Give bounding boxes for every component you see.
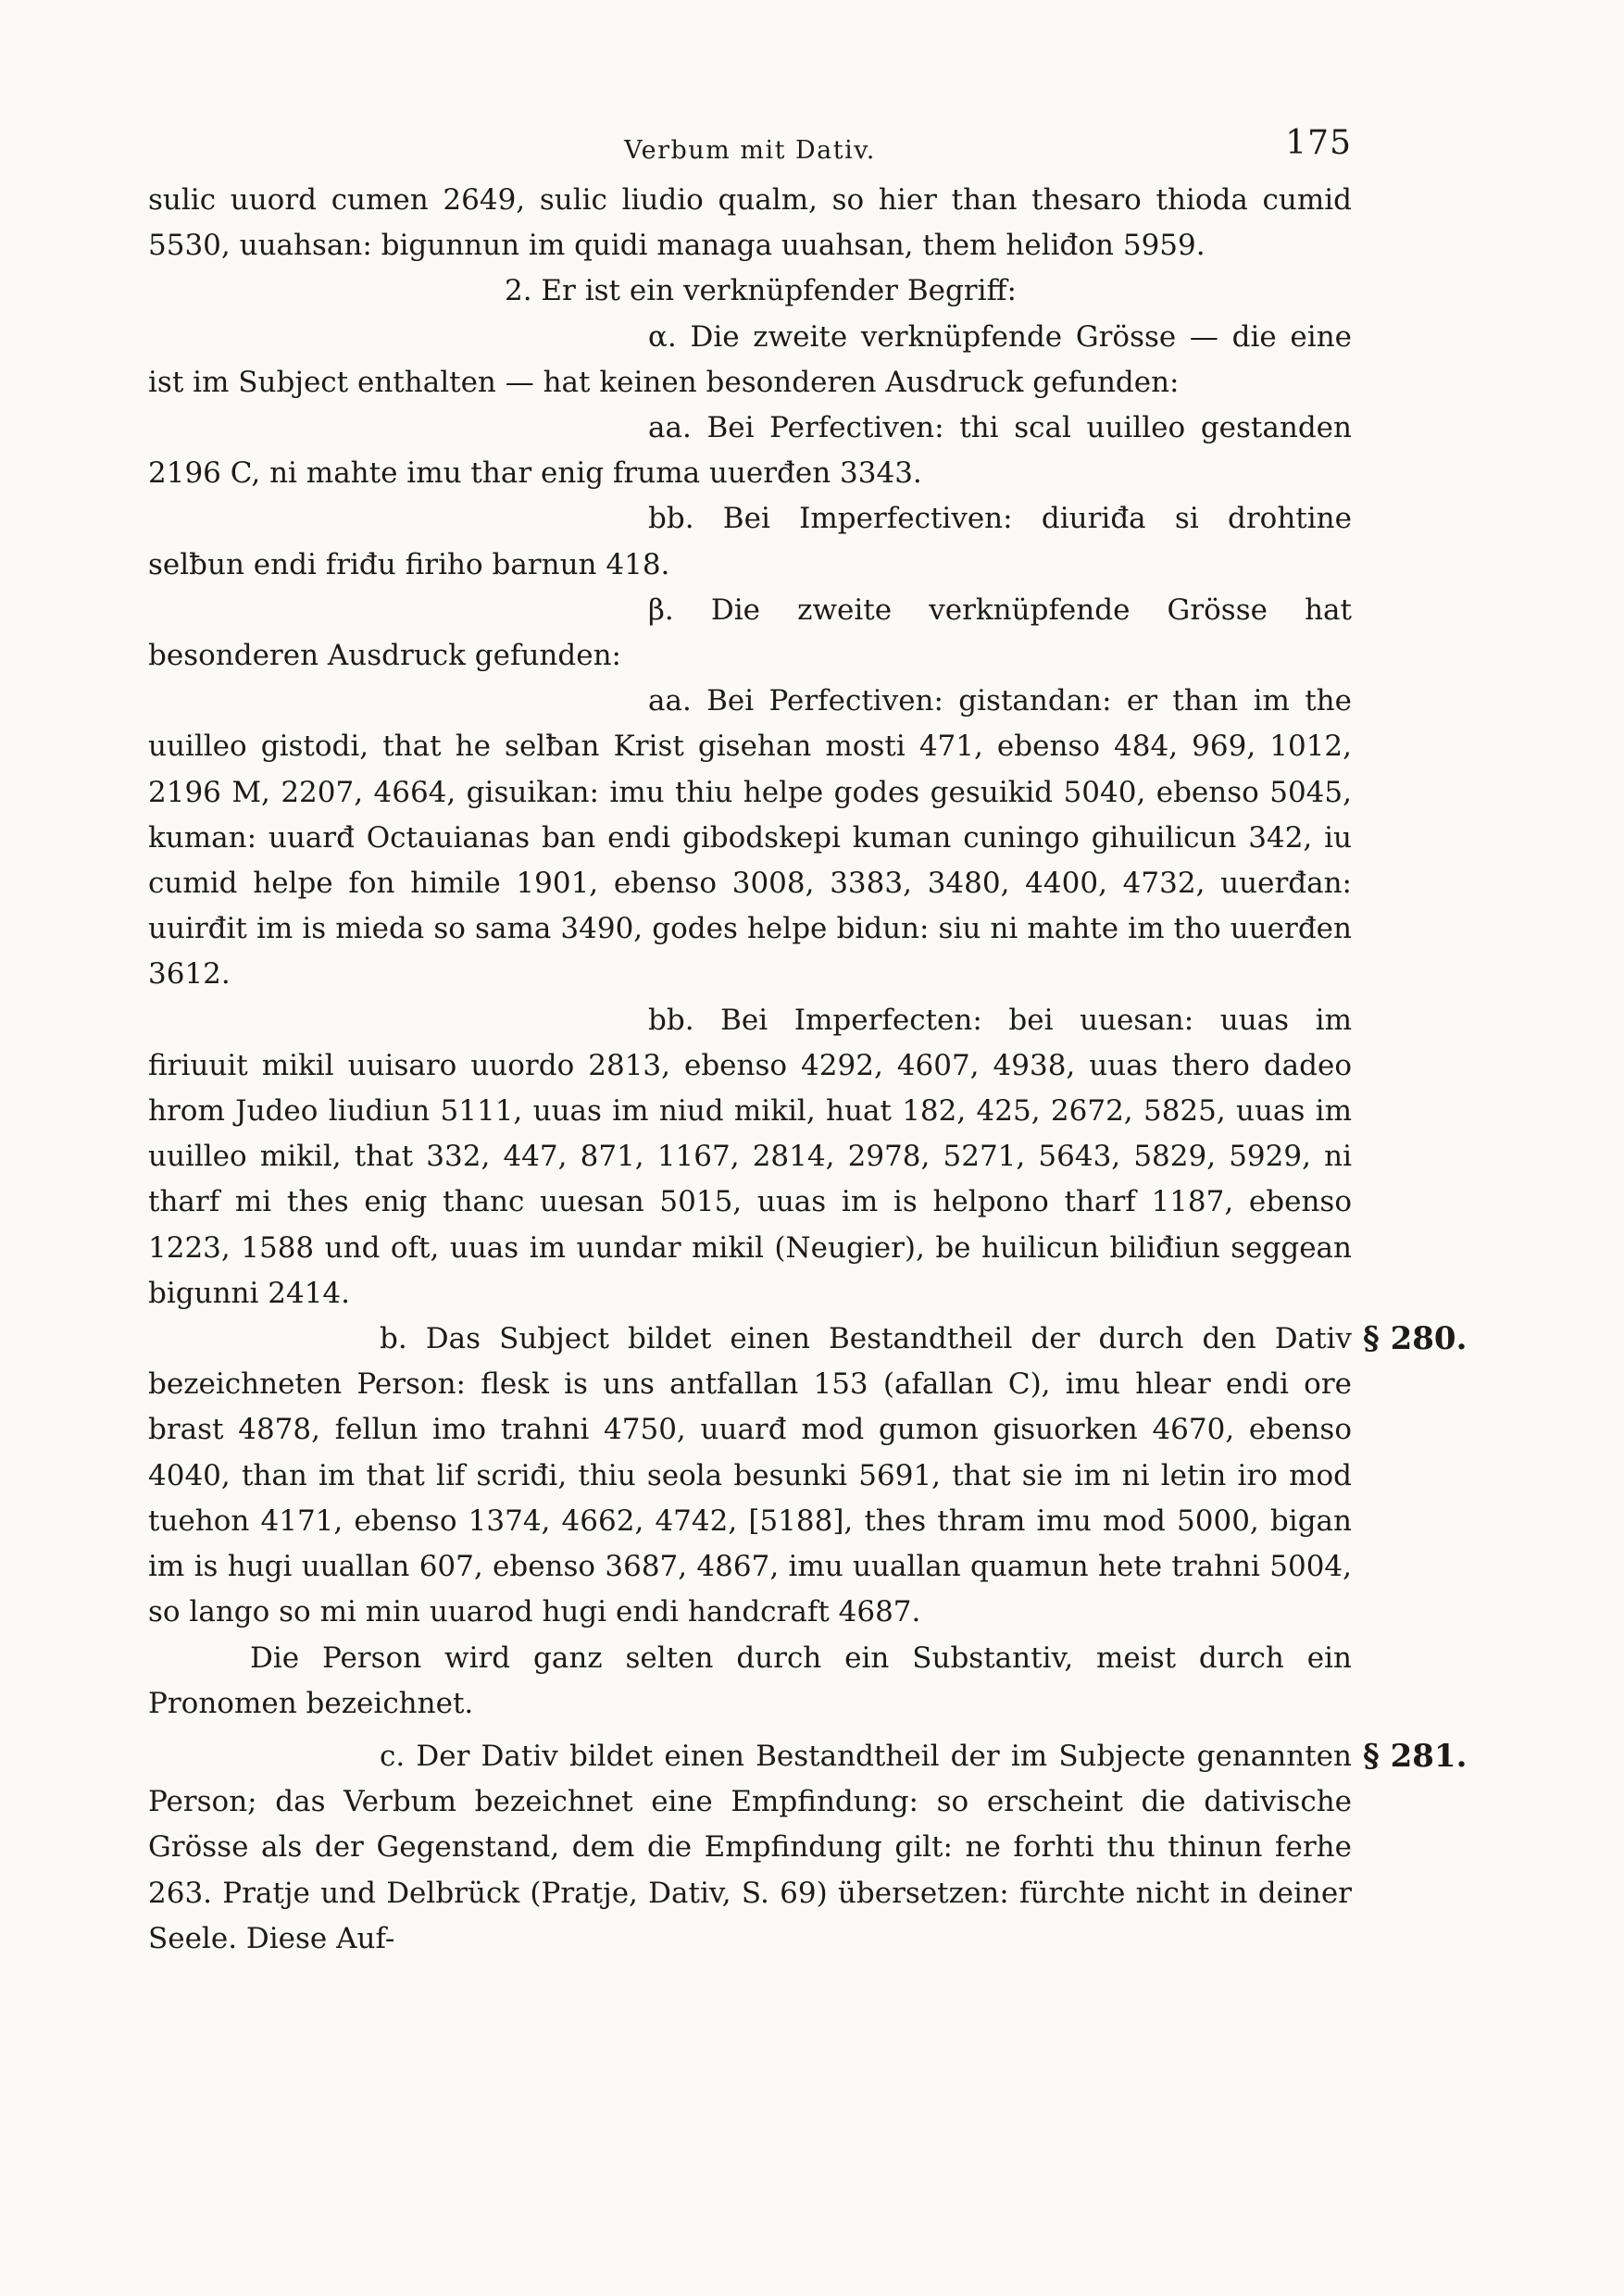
running-header — [148, 120, 1352, 178]
section-heading: 2. Er ist ein verknüpfender Begriff: — [505, 274, 1018, 308]
paragraph: sulic uuord cumen 2649, sulic liudio qualm, so hier than thesaro thioda cumid 5530, uuahsan: bigunnun im quidi managa uuahsan, them heliđon 5959. — [148, 183, 1352, 263]
page — [148, 120, 1468, 1962]
running-title: Verbum mit Dativ. — [624, 136, 876, 165]
paragraph: Die Person wird ganz selten durch ein Substantiv, meist durch ein Pronomen bezeichnet. — [148, 1641, 1352, 1720]
paragraph: b. Das Subject bildet einen Bestandtheil der durch den Dativ bezeichneten Person: flesk is uns antfallan 153 (afallan C), imu hlear endi ore brast 4878, fellun imo trahni 4750, uuarđ mod gumon gisuorken 4670, ebenso 4040, than im that lif scriđi, thiu seola besunki 5691, that sie im ni letin iro mod tuehon 4171, ebenso 1374, 4662, 4742, [5188], thes thram imu mod 5000, bigan im is hugi uuallan 607, ebenso 3687, 4867, imu uuallan quamun hete trahni 5004, so lango so mi min uuarod hugi endi handcraft 4687. — [148, 1322, 1352, 1629]
paragraph: β. Die zweite verknüpfende Grösse hat besonderen Ausdruck gefunden: — [148, 593, 1352, 673]
section-280 — [148, 1316, 1468, 1635]
margin-note-280: § 280. — [1363, 1320, 1468, 1358]
margin-note-281: § 281. — [1363, 1737, 1468, 1775]
paragraph: α. Die zweite verknüpfende Grösse — die eine ist im Subject enthalten — hat keinen besonderen Ausdruck gefunden: — [148, 319, 1352, 399]
page-number: 175 — [1285, 124, 1352, 162]
spacer — [148, 1727, 1352, 1734]
paragraph: bb. Bei Imperfecten: bei uuesan: uuas im firiuuit mikil uuisaro uuordo 2813, ebenso 4292, 4607, 4938, uuas thero dadeo hrom Judeo liudiun 5111, uuas im niud mikil, huat 182, 425, 2672, 5825, uuas im uuilleo mikil, that 332, 447, 871, 1167, 2814, 2978, 5271, 5643, 5829, 5929, ni tharf mi thes enig thanc uuesan 5015, uuas im is helpono tharf 1187, ebenso 1223, 1588 und oft, uuas im uundar mikil (Neugier), be huilicun biliđiun seggean bigunni 2414. — [148, 1003, 1352, 1310]
paragraph: aa. Bei Perfectiven: gistandan: er than im the uuilleo gistodi, that he selƀan Krist gisehan mosti 471, ebenso 484, 969, 1012, 2196 M, 2207, 4664, gisuikan: imu thiu helpe godes gesuikid 5040, ebenso 5045, kuman: uuarđ Octauianas ban endi gibodskepi kuman cuningo gihuilicun 342, iu cumid helpe fon himile 1901, ebenso 3008, 3383, 3480, 4400, 4732, uuerđan: uuirđit im is mieda so sama 3490, godes helpe bidun: siu ni mahte im tho uuerđen 3612. — [148, 684, 1352, 992]
section-281 — [148, 1734, 1468, 1962]
paragraph: bb. Bei Imperfectiven: diuriđa si drohtine selƀun endi friđu firiho barnun 418. — [148, 502, 1352, 581]
paragraph: aa. Bei Perfectiven: thi scal uuilleo gestanden 2196 C, ni mahte imu thar enig fruma uuerđen 3343. — [148, 411, 1352, 491]
paragraph: c. Der Dativ bildet einen Bestandtheil der im Subjecte genannten Person; das Verbum bezeichnet eine Empfindung: so erscheint die dativische Grösse als der Gegenstand, dem die Empfindung gilt: ne forhti thu thinun ferhe 263. Pratje und Delbrück (Pratje, Dativ, S. 69) übersetzen: fürchte nicht in deiner Seele. Diese Auf- — [148, 1739, 1352, 1955]
